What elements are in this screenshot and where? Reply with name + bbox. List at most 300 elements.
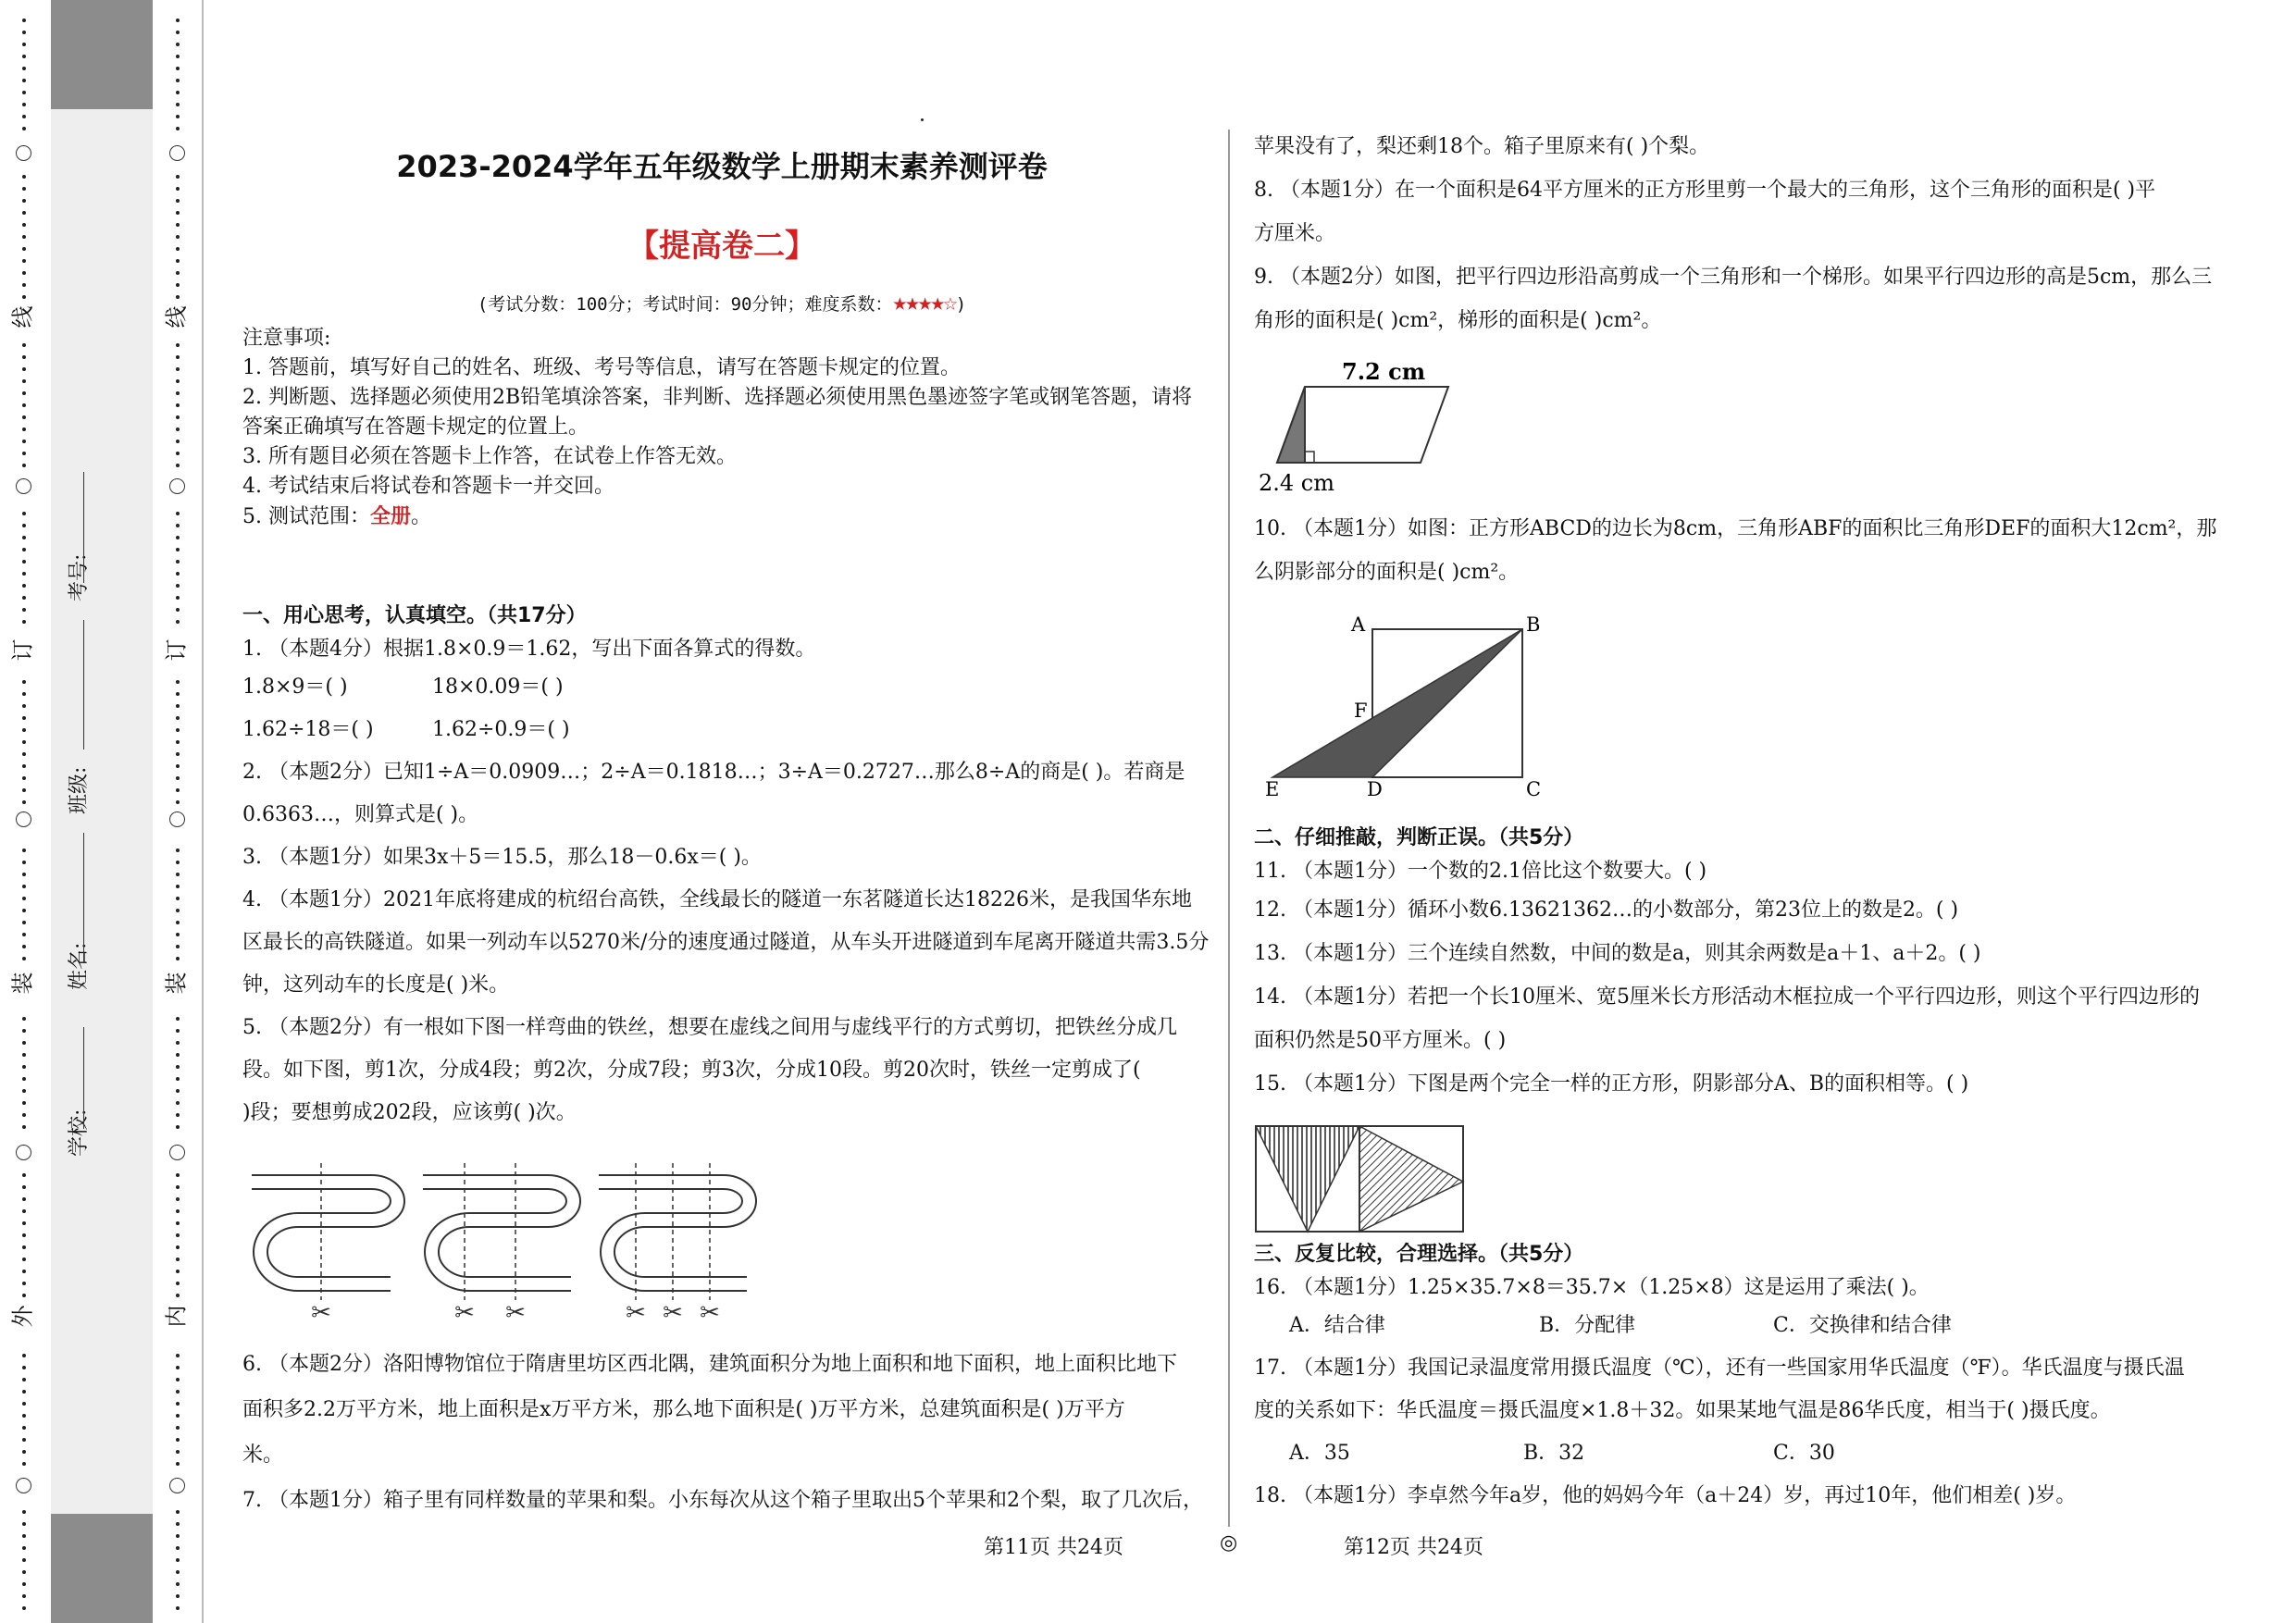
binding-dot	[22, 199, 26, 203]
binding-dot	[176, 211, 180, 215]
outer-char-wai: 外	[9, 1305, 36, 1328]
q2b: 0.6363…，则算式是( )。	[242, 803, 479, 826]
outer-dotted-column	[13, 0, 41, 1623]
left-questions	[242, 600, 1214, 1134]
label-exam-no: 考号:	[68, 553, 91, 601]
binding-dot	[176, 391, 180, 395]
binding-dot	[176, 403, 180, 407]
binding-dot	[22, 1258, 26, 1261]
inner-char-line: 线	[163, 305, 190, 328]
q5c: )段；要想剪成202段，应该剪( )次。	[242, 1101, 577, 1124]
binding-dot	[176, 1570, 180, 1574]
binding-dot	[176, 849, 180, 852]
binding-dot	[22, 572, 26, 576]
inner-char-zhuang: 装	[163, 972, 190, 995]
binding-dot	[22, 536, 26, 539]
q17-option-c: C．30	[1773, 1442, 1835, 1465]
note-3: 3. 所有题目必须在答题卡上作答，在试卷上作答无效。	[242, 445, 737, 468]
binding-dot	[22, 692, 26, 696]
binding-dot	[176, 67, 180, 70]
label-school: 学校:	[68, 1109, 91, 1157]
binding-hole-circle	[169, 812, 185, 827]
fig10-A: A	[1351, 613, 1366, 636]
q6c: 米。	[242, 1443, 284, 1467]
binding-hole-circle	[169, 1145, 185, 1160]
binding-dot	[22, 235, 26, 239]
q16-options	[1254, 1305, 2272, 1347]
q16-option-b: B．分配律	[1539, 1314, 1636, 1337]
binding-dot	[22, 379, 26, 383]
binding-dot	[176, 740, 180, 744]
binding-dot	[22, 897, 26, 900]
binding-dot	[22, 1522, 26, 1526]
binding-dot	[22, 1378, 26, 1381]
binding-dot	[176, 752, 180, 756]
section-1-heading: 一、用心思考，认真填空。（共17分）	[242, 604, 587, 627]
class-line	[83, 620, 84, 750]
binding-dot	[22, 1113, 26, 1117]
binding-dot	[22, 391, 26, 395]
binding-dot	[176, 512, 180, 515]
binding-hole-circle	[16, 145, 31, 161]
binding-dot	[176, 933, 180, 936]
binding-dot	[22, 1510, 26, 1514]
binding-dot	[176, 608, 180, 612]
binding-dot	[176, 367, 180, 371]
binding-dot	[22, 1270, 26, 1273]
notes-heading: 注意事项:	[242, 327, 331, 350]
svg-text:✂: ✂	[454, 1299, 475, 1327]
binding-hole-circle	[16, 812, 31, 827]
binding-dot	[22, 1414, 26, 1418]
inner-char-nei: 内	[163, 1305, 190, 1328]
svg-text:✂: ✂	[663, 1299, 683, 1327]
binding-dot	[176, 596, 180, 600]
binding-dot	[176, 764, 180, 768]
footer-left-page: 第11页 共24页	[984, 1536, 1123, 1559]
binding-dot	[22, 704, 26, 708]
binding-dot	[22, 1065, 26, 1069]
binding-dot	[176, 1197, 180, 1201]
q6b: 面积多2.2万平方米，地上面积是x万平方米，那么地下面积是( )万平方米，总建筑面积是( )万平方	[242, 1398, 1125, 1421]
binding-dot	[22, 752, 26, 756]
right-questions-2	[1254, 507, 2272, 594]
q8a: 8. （本题1分）在一个面积是64平方厘米的正方形里剪一个最大的三角形，这个三角形的面积是( )平	[1254, 179, 2156, 202]
binding-dot	[22, 1125, 26, 1129]
binding-dot	[176, 1294, 180, 1297]
binding-dot	[22, 1582, 26, 1586]
q5-wire-figure	[242, 1161, 761, 1328]
binding-dot	[176, 223, 180, 227]
binding-dot	[22, 1450, 26, 1454]
binding-dot	[176, 343, 180, 347]
binding-dot	[22, 945, 26, 948]
q17a: 17. （本题1分）我国记录温度常用摄氏温度（℃），还有一些国家用华氏温度（℉）。华氏温度与摄氏温	[1254, 1357, 2185, 1380]
q10b: 么阴影部分的面积是( )cm²。	[1254, 561, 1520, 584]
binding-dot	[22, 175, 26, 179]
binding-dot	[176, 271, 180, 275]
binding-dot	[22, 1101, 26, 1105]
binding-dot	[176, 452, 180, 455]
test-scope: 全册	[369, 504, 411, 528]
binding-dot	[22, 1017, 26, 1021]
name-line	[83, 833, 84, 962]
binding-dot	[176, 1077, 180, 1081]
fig10-C: C	[1526, 778, 1542, 800]
binding-dot	[176, 897, 180, 900]
svg-text:✂: ✂	[626, 1299, 646, 1327]
q8b: 方厘米。	[1254, 222, 1336, 245]
binding-dot	[176, 103, 180, 106]
binding-dot	[22, 91, 26, 94]
binding-dot	[176, 861, 180, 864]
binding-dot	[22, 403, 26, 407]
binding-dot	[176, 1426, 180, 1430]
binding-dot	[22, 1438, 26, 1442]
binding-dot	[22, 1209, 26, 1213]
binding-dot	[22, 295, 26, 299]
left-questions-2	[242, 1342, 1214, 1523]
outer-char-line: 线	[9, 305, 36, 328]
binding-dot	[176, 55, 180, 58]
binding-dot	[176, 235, 180, 239]
binding-dot	[176, 620, 180, 624]
binding-dot	[176, 464, 180, 467]
binding-dot	[22, 343, 26, 347]
binding-dot	[22, 800, 26, 804]
binding-dot	[176, 127, 180, 130]
inner-dotted-column	[167, 0, 194, 1623]
binding-dot	[176, 1390, 180, 1394]
binding-dot	[22, 1077, 26, 1081]
fig9-bottom-label: 2.4 cm	[1259, 470, 1334, 496]
binding-dot	[176, 584, 180, 588]
binding-dot	[22, 524, 26, 527]
binding-dot	[22, 1558, 26, 1562]
binding-hole-circle	[16, 478, 31, 494]
binding-hole-circle	[169, 1478, 185, 1493]
q17b: 度的关系如下：华氏温度＝摄氏温度×1.8＋32。如果某地气温是86华氏度，相当于( )摄氏度。	[1254, 1399, 2111, 1422]
q1-row2: 1.62÷18＝( ) 1.62÷0.9＝( )	[242, 718, 570, 741]
binding-dot	[22, 1282, 26, 1285]
binding-dot	[176, 91, 180, 94]
binding-dot	[22, 367, 26, 371]
binding-dot	[22, 680, 26, 684]
left-column	[242, 324, 1214, 532]
q17-options	[1254, 1432, 2272, 1475]
binding-dot	[22, 1233, 26, 1237]
binding-dot	[176, 1354, 180, 1357]
binding-dot	[22, 103, 26, 106]
binding-dot	[176, 43, 180, 46]
binding-dot	[22, 415, 26, 419]
binding-dot	[176, 788, 180, 792]
binding-dot	[22, 31, 26, 34]
binding-dot	[176, 957, 180, 960]
binding-dot	[22, 716, 26, 720]
label-name: 姓名:	[68, 942, 91, 990]
binding-dot	[176, 1029, 180, 1033]
label-class: 班级:	[68, 766, 91, 814]
binding-dot	[176, 1582, 180, 1586]
binding-dot	[176, 1366, 180, 1369]
binding-dot	[22, 1245, 26, 1249]
binding-top-band	[51, 0, 153, 109]
footer-center-mark: ◎	[1220, 1531, 1238, 1555]
exam-info-end: )	[955, 294, 967, 315]
binding-dot	[176, 921, 180, 924]
q3: 3. （本题1分）如果3x＋5＝15.5，那么18－0.6x＝( )。	[242, 846, 762, 869]
binding-dot	[176, 187, 180, 191]
binding-dot	[22, 1402, 26, 1406]
q10-square-figure	[1254, 611, 1550, 800]
q9b: 角形的面积是( )cm²，梯形的面积是( )cm²。	[1254, 309, 1662, 332]
binding-dot	[176, 415, 180, 419]
binding-dot	[22, 464, 26, 467]
binding-dot	[22, 921, 26, 924]
fig10-F: F	[1354, 700, 1368, 722]
binding-dot	[176, 909, 180, 912]
binding-dot	[22, 512, 26, 515]
q7b: 苹果没有了，梨还剩18个。箱子里原来有( )个梨。	[1254, 135, 1710, 158]
binding-dot	[22, 776, 26, 780]
binding-dot	[22, 1426, 26, 1430]
binding-dot	[176, 1053, 180, 1057]
footer-right-page: 第12页 共24页	[1344, 1536, 1483, 1559]
q14b: 面积仍然是50平方厘米。( )	[1254, 1029, 1507, 1052]
binding-dot	[22, 608, 26, 612]
binding-dot	[176, 1558, 180, 1562]
header-dot	[921, 118, 924, 121]
binding-dot	[22, 1366, 26, 1369]
note-4: 4. 考试结束后将试卷和答题卡一并交回。	[242, 475, 614, 498]
binding-dot	[176, 1378, 180, 1381]
fig9-top-label: 7.2 cm	[1342, 358, 1426, 385]
binding-dot	[176, 704, 180, 708]
svg-text:✂: ✂	[700, 1299, 720, 1327]
q5b: 段。如下图，剪1次，分成4段；剪2次，分成7段；剪3次，分成10段。剪20次时，铁丝一定剪成了(	[242, 1059, 1141, 1082]
binding-dot	[176, 1041, 180, 1045]
binding-dot	[22, 1594, 26, 1598]
binding-dot	[176, 1594, 180, 1598]
binding-dot	[176, 1233, 180, 1237]
binding-dot	[22, 355, 26, 359]
binding-dot	[176, 199, 180, 203]
exam-info-text: (考试分数：100分；考试时间：90分钟；难度系数：	[477, 294, 893, 315]
binding-dot	[22, 271, 26, 275]
binding-dot	[176, 1245, 180, 1249]
binding-dot	[22, 1029, 26, 1033]
binding-dot	[176, 1546, 180, 1550]
q10a: 10. （本题1分）如图：正方形ABCD的边长为8cm，三角形ABF的面积比三角形DEF的面积大12cm²，那	[1254, 517, 2217, 540]
binding-dot	[176, 31, 180, 34]
binding-dot	[22, 283, 26, 287]
column-divider	[1228, 130, 1230, 1527]
right-questions-3	[1254, 822, 2272, 1106]
binding-dot	[176, 1221, 180, 1225]
binding-dot	[176, 945, 180, 948]
binding-dot	[22, 247, 26, 251]
inner-char-ding: 订	[163, 638, 190, 662]
binding-dot	[176, 1282, 180, 1285]
q14a: 14. （本题1分）若把一个长10厘米、宽5厘米长方形活动木框拉成一个平行四边形，则这个平行四边形的	[1254, 985, 2200, 1009]
binding-dot	[176, 1185, 180, 1189]
binding-dot	[22, 1089, 26, 1093]
binding-dot	[22, 957, 26, 960]
svg-text:✂: ✂	[505, 1299, 526, 1327]
q12: 12. （本题1分）循环小数6.13621362…的小数部分，第23位上的数是2。( )	[1254, 898, 1959, 922]
binding-dot	[176, 873, 180, 876]
binding-dot	[176, 1606, 180, 1610]
binding-dot	[176, 572, 180, 576]
binding-dot	[22, 211, 26, 215]
binding-dot	[176, 1017, 180, 1021]
note-5: 5. 测试范围：全册。	[242, 504, 432, 528]
binding-dot	[22, 873, 26, 876]
binding-dot	[22, 788, 26, 792]
q11: 11. （本题1分）一个数的2.1倍比这个数要大。( )	[1254, 860, 1707, 883]
binding-dot	[176, 1414, 180, 1418]
binding-dot	[22, 127, 26, 130]
binding-dot	[22, 548, 26, 551]
binding-dot	[176, 1510, 180, 1514]
difficulty-stars: ★★★★☆	[892, 289, 956, 316]
binding-dot	[176, 1534, 180, 1538]
binding-dot	[22, 728, 26, 732]
binding-dot	[22, 223, 26, 227]
binding-dot	[176, 548, 180, 551]
q13: 13. （本题1分）三个连续自然数，中间的数是a，则其余两数是a＋1、a＋2。( )	[1254, 942, 1981, 965]
binding-dot	[176, 680, 180, 684]
binding-dot	[22, 620, 26, 624]
binding-dot	[22, 187, 26, 191]
right-questions-4	[1254, 1238, 2272, 1518]
q9-parallelogram-figure	[1254, 352, 1476, 500]
binding-dot	[22, 115, 26, 118]
binding-dot	[22, 1197, 26, 1201]
binding-dot	[22, 1053, 26, 1057]
binding-dot	[176, 1125, 180, 1129]
binding-dot	[176, 259, 180, 263]
binding-dot	[22, 909, 26, 912]
binding-separator	[202, 0, 204, 1623]
section-2-heading: 二、仔细推敲，判断正误。（共5分）	[1254, 826, 1584, 849]
binding-dot	[176, 1089, 180, 1093]
binding-dot	[176, 716, 180, 720]
binding-dot	[22, 43, 26, 46]
q1-row1: 1.8×9＝( ) 18×0.09＝( )	[242, 675, 564, 699]
binding-dot	[22, 1534, 26, 1538]
binding-dot	[176, 536, 180, 539]
fig10-D: D	[1367, 778, 1383, 800]
binding-dot	[22, 1462, 26, 1466]
binding-dot	[22, 1390, 26, 1394]
binding-dot	[176, 1462, 180, 1466]
binding-dot	[176, 800, 180, 804]
binding-dot	[176, 115, 180, 118]
binding-hole-circle	[169, 145, 185, 161]
binding-dot	[22, 1570, 26, 1574]
binding-dot	[22, 1221, 26, 1225]
binding-dot	[22, 1546, 26, 1550]
binding-dot	[22, 885, 26, 888]
q1: 1. （本题4分）根据1.8×0.9＝1.62，写出下面各算式的得数。	[242, 638, 816, 661]
section-3-heading: 三、反复比较，合理选择。（共5分）	[1254, 1243, 1584, 1266]
binding-dot	[176, 427, 180, 431]
binding-dot	[176, 175, 180, 179]
binding-dot	[176, 560, 180, 564]
binding-dot	[22, 427, 26, 431]
binding-dot	[176, 247, 180, 251]
binding-dot	[176, 1450, 180, 1454]
exam-subtitle: 【提高卷二】	[627, 228, 816, 265]
q15-squares-figure	[1254, 1124, 1467, 1235]
binding-dot	[176, 1209, 180, 1213]
q9a: 9. （本题2分）如图，把平行四边形沿高剪成一个三角形和一个梯形。如果平行四边形的高是5cm，那么三	[1254, 266, 2213, 289]
binding-dot	[22, 1041, 26, 1045]
binding-dot	[22, 19, 26, 22]
exam-info	[241, 289, 1203, 316]
q4c: 钟，这列动车的长度是( )米。	[242, 973, 510, 997]
q2a: 2. （本题2分）已知1÷A＝0.0909…；2÷A＝0.1818…；3÷A＝0.2727…那么8÷A的商是( )。若商是	[242, 761, 1185, 784]
binding-dot	[22, 1185, 26, 1189]
binding-dot	[22, 1173, 26, 1177]
binding-dot	[176, 728, 180, 732]
binding-dot	[176, 79, 180, 82]
binding-dot	[22, 596, 26, 600]
q15: 15. （本题1分）下图是两个完全一样的正方形，阴影部分A、B的面积相等。( )	[1254, 1072, 1969, 1096]
binding-dot	[176, 885, 180, 888]
binding-dot	[176, 295, 180, 299]
binding-dot	[22, 560, 26, 564]
binding-dot	[176, 1173, 180, 1177]
binding-hole-circle	[169, 478, 185, 494]
binding-dot	[22, 1606, 26, 1610]
note-2b: 答案正确填写在答题卡规定的位置上。	[242, 415, 590, 439]
exam-no-line	[83, 472, 84, 583]
binding-bottom-band	[51, 1514, 153, 1623]
binding-dot	[176, 776, 180, 780]
binding-hole-circle	[16, 1145, 31, 1160]
binding-dot	[176, 379, 180, 383]
binding-dot	[22, 259, 26, 263]
binding-dot	[176, 1065, 180, 1069]
q7a: 7. （本题1分）箱子里有同样数量的苹果和梨。小东每次从这个箱子里取出5个苹果和2个梨，取了几次后，	[242, 1489, 1203, 1512]
note-2a: 2. 判断题、选择题必须使用2B铅笔填涂答案，非判断、选择题必须使用黑色墨迹签字笔或钢笔答题，请将	[242, 386, 1193, 409]
binding-dot	[176, 524, 180, 527]
binding-dot	[22, 1354, 26, 1357]
binding-dot	[176, 1270, 180, 1273]
binding-dot	[22, 67, 26, 70]
binding-dot	[176, 1113, 180, 1117]
binding-dot	[22, 861, 26, 864]
q5a: 5. （本题2分）有一根如下图一样弯曲的铁丝，想要在虚线之间用与虚线平行的方式剪切，把铁丝分成几	[242, 1016, 1177, 1039]
binding-dot	[22, 740, 26, 744]
binding-dot	[176, 1522, 180, 1526]
svg-text:✂: ✂	[311, 1299, 331, 1327]
q17-option-a: A．35	[1289, 1442, 1350, 1465]
binding-dot	[22, 1294, 26, 1297]
binding-dot	[176, 692, 180, 696]
q18: 18. （本题1分）李卓然今年a岁，他的妈妈今年（a＋24）岁，再过10年，他们相差( )岁。	[1254, 1484, 2077, 1507]
binding-dot	[176, 1258, 180, 1261]
binding-dot	[22, 440, 26, 443]
q16: 16. （本题1分）1.25×35.7×8＝35.7×（1.25×8）这是运用了乘法( )。	[1254, 1276, 1930, 1299]
binding-dot	[176, 283, 180, 287]
binding-dot	[22, 764, 26, 768]
fig10-E: E	[1265, 778, 1280, 800]
q17-option-b: B．32	[1523, 1442, 1585, 1465]
